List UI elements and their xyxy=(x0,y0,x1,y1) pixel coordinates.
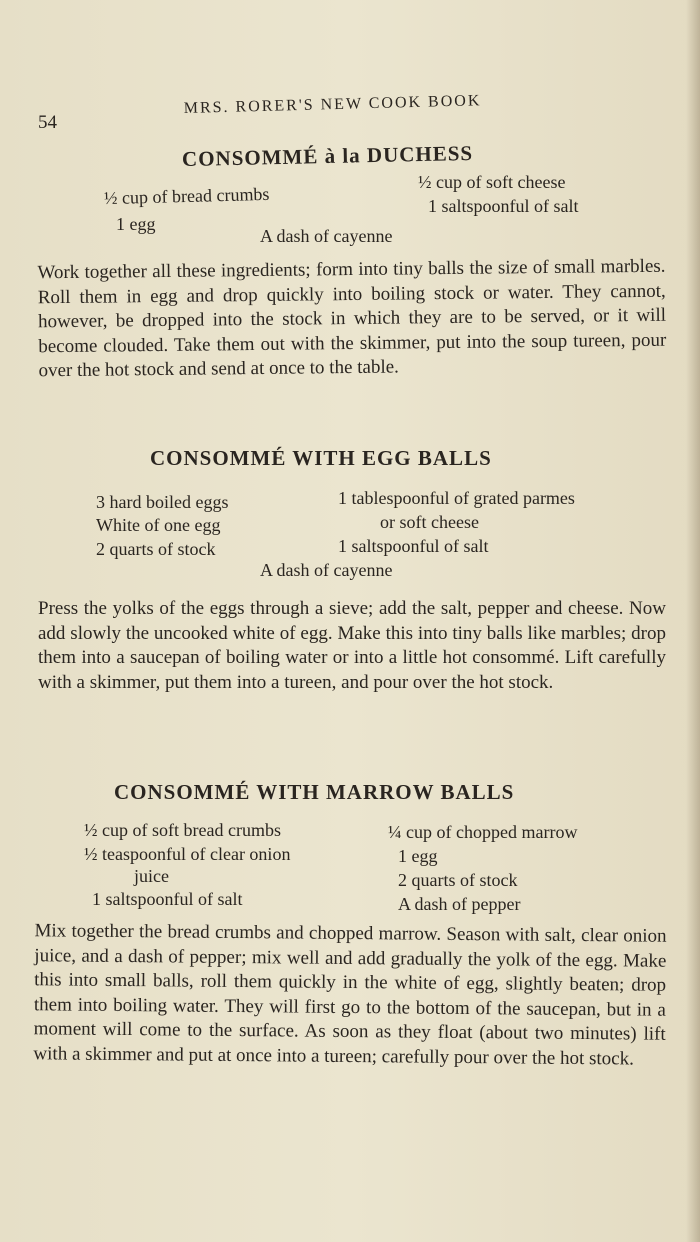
ingredient: 1 saltspoonful of salt xyxy=(428,196,579,216)
ingredient: or soft cheese xyxy=(380,512,479,532)
ingredient: ¼ cup of chopped marrow xyxy=(388,822,578,842)
ingredient: 1 saltspoonful of salt xyxy=(92,889,243,909)
ingredient: ½ teaspoonful of clear onion xyxy=(84,844,291,864)
ingredient: White of one egg xyxy=(96,515,221,535)
ingredient: ½ cup of soft bread crumbs xyxy=(84,820,281,840)
ingredient: A dash of pepper xyxy=(398,894,521,914)
paragraph: Press the yolks of the eggs through a sieve; add the salt, pepper and cheese. Now add slowly the uncooked white of egg. Make this into tiny balls like marbles; drop them into a saucepan of boiling water or into a little hot consommé. Lift carefully with a skimmer, put them into a tureen, and pour over the hot stock. xyxy=(38,598,666,693)
ingredient: 2 quarts of stock xyxy=(96,539,216,559)
page-number: 54 xyxy=(38,112,57,133)
running-title: MRS. RORER'S NEW COOK BOOK xyxy=(183,92,482,118)
page-header xyxy=(38,92,678,136)
recipe-title-duchess: CONSOMMÉ à la DUCHESS xyxy=(181,140,474,172)
recipe-body-duchess xyxy=(37,255,666,384)
ingredient: 1 egg xyxy=(398,846,438,866)
recipe-title-egg-balls: CONSOMMÉ WITH EGG BALLS xyxy=(150,446,492,470)
ingredient: ½ cup of soft cheese xyxy=(418,172,566,192)
recipe-body-marrow-balls xyxy=(33,919,666,1072)
page-edge-shadow xyxy=(686,0,700,1242)
ingredient: 3 hard boiled eggs xyxy=(96,492,229,512)
ingredient: 1 saltspoonful of salt xyxy=(338,536,489,556)
ingredient: 1 egg xyxy=(116,214,156,234)
ingredient: A dash of cayenne xyxy=(260,560,393,580)
paragraph: Work together all these ingredients; form into tiny balls the size of small marbles. Roll them in egg and drop quickly into boiling stock or water. They cannot, however, be dropped into the stock in which they are to be served, or it will become clouded. Take them out with the skimmer, put into the soup tureen, pour over the hot stock and send at once to the table. xyxy=(37,255,667,382)
recipe-body-egg-balls xyxy=(38,597,666,695)
ingredient: 2 quarts of stock xyxy=(398,870,518,890)
ingredient: ½ cup of bread crumbs xyxy=(103,183,270,209)
paragraph: Mix together the bread crumbs and chopped marrow. Season with salt, clear onion juice, and a dash of pepper; mix well and add gradually the yolk of the egg. Make this into small balls, roll them quickly in the white of egg, slightly beaten; drop them into boiling water. They will first go to the bottom of the saucepan, but in a moment will come to the surface. As soon as they float (about two minutes) lift with a skimmer and put at once into a tureen; carefully pour over the hot stock. xyxy=(33,920,667,1069)
ingredient: A dash of cayenne xyxy=(260,226,393,246)
ingredient: juice xyxy=(134,866,169,886)
recipe-title-marrow-balls: CONSOMMÉ WITH MARROW BALLS xyxy=(114,780,515,804)
ingredient: 1 tablespoonful of grated parmes xyxy=(338,488,575,508)
